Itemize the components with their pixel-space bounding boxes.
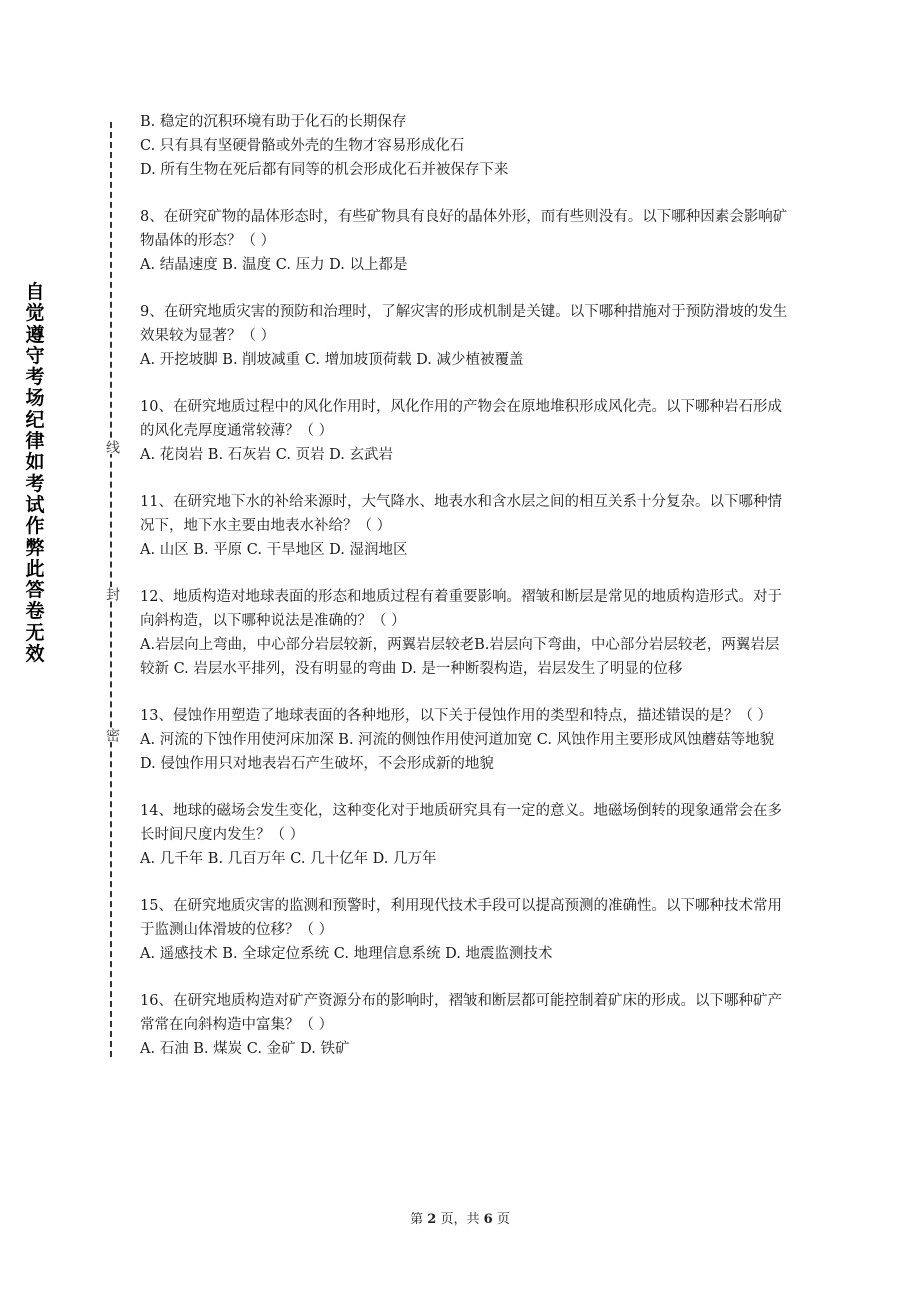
question-options: A. 山区 B. 平原 C. 干旱地区 D. 湿润地区 bbox=[140, 542, 408, 558]
question-stem: 9、在研究地质灾害的预防和治理时，了解灾害的形成机制是关键。以下哪种措施对于预防滑坡的发生效果较为显著？（ ） bbox=[140, 304, 788, 344]
seal-mark-line: 线 bbox=[104, 440, 120, 454]
question-stem: 13、侵蚀作用塑造了地球表面的各种地形，以下关于侵蚀作用的类型和特点，描述错误的是？（ ） bbox=[140, 708, 773, 724]
question-stem: 15、在研究地质灾害的监测和预警时，利用现代技术手段可以提高预测的准确性。以下哪种技术常用于监测山体滑坡的位移？（ ） bbox=[140, 898, 782, 938]
question-stem: 14、地球的磁场会发生变化，这种变化对于地质研究具有一定的意义。地磁场倒转的现象通常会在多长时间尺度内发生？（ ） bbox=[140, 803, 782, 843]
question-13 bbox=[140, 704, 790, 776]
question-12 bbox=[140, 585, 790, 681]
question-15 bbox=[140, 894, 790, 966]
question-stem: 8、在研究矿物的晶体形态时，有些矿物具有良好的晶体外形，而有些则没有。以下哪种因素会影响矿物晶体的形态？（ ） bbox=[140, 209, 788, 249]
question-options: A. 几千年 B. 几百万年 C. 几十亿年 D. 几万年 bbox=[140, 851, 437, 867]
option-d: D. 所有生物在死后都有同等的机会形成化石并被保存下来 bbox=[140, 162, 509, 178]
footer-prefix: 第 bbox=[410, 1212, 424, 1227]
question-8 bbox=[140, 205, 790, 277]
question-10 bbox=[140, 395, 790, 467]
question-14 bbox=[140, 799, 790, 871]
question-options: A. 河流的下蚀作用使河床加深 B. 河流的侧蚀作用使河道加宽 C. 风蚀作用主要形成风蚀蘑菇等地貌 D. 侵蚀作用只对地表岩石产生破坏，不会形成新的地貌 bbox=[140, 732, 775, 772]
question-11 bbox=[140, 490, 790, 562]
option-c: C. 只有具有坚硬骨骼或外壳的生物才容易形成化石 bbox=[140, 138, 465, 154]
question-stem: 12、地质构造对地球表面的形态和地质过程有着重要影响。褶皱和断层是常见的地质构造形式。对于向斜构造，以下哪种说法是准确的？（ ） bbox=[140, 589, 782, 629]
page-footer bbox=[0, 1208, 920, 1227]
question-options: A. 开挖坡脚 B. 削坡减重 C. 增加坡顶荷载 D. 减少植被覆盖 bbox=[140, 352, 524, 368]
question-content bbox=[140, 110, 790, 1061]
footer-suffix: 页 bbox=[496, 1212, 510, 1227]
carryover-options bbox=[140, 110, 790, 182]
question-options: A.岩层向上弯曲，中心部分岩层较新，两翼岩层较老B.岩层向下弯曲，中心部分岩层较老，两翼岩层较新 C. 岩层水平排列，没有明显的弯曲 D. 是一种断裂构造，岩层发生了明显的位移 bbox=[140, 637, 780, 677]
question-options: A. 石油 B. 煤炭 C. 金矿 D. 铁矿 bbox=[140, 1041, 350, 1057]
seal-mark-secret: 密 bbox=[104, 728, 120, 742]
question-stem: 11、在研究地下水的补给来源时，大气降水、地表水和含水层之间的相互关系十分复杂。以下哪种情况下，地下水主要由地表水补给？（ ） bbox=[140, 494, 782, 534]
question-options: A. 遥感技术 B. 全球定位系统 C. 地理信息系统 D. 地震监测技术 bbox=[140, 946, 553, 962]
question-stem: 16、在研究地质构造对矿产资源分布的影响时，褶皱和断层都可能控制着矿床的形成。以下哪种矿产常常在向斜构造中富集？（ ） bbox=[140, 993, 782, 1033]
option-b: B. 稳定的沉积环境有助于化石的长期保存 bbox=[140, 114, 407, 130]
exam-discipline-notice: 自觉遵守考场纪律如考试作弊此答卷无效 bbox=[25, 281, 45, 666]
page-total: 6 bbox=[483, 1212, 493, 1227]
footer-middle: 页，共 bbox=[440, 1212, 480, 1227]
seal-mark-seal: 封 bbox=[104, 587, 120, 601]
question-16 bbox=[140, 989, 790, 1061]
page-number: 2 bbox=[427, 1212, 437, 1227]
question-options: A. 花岗岩 B. 石灰岩 C. 页岩 D. 玄武岩 bbox=[140, 447, 394, 463]
question-9 bbox=[140, 300, 790, 372]
question-stem: 10、在研究地质过程中的风化作用时，风化作用的产物会在原地堆积形成风化壳。以下哪种岩石形成的风化壳厚度通常较薄？（ ） bbox=[140, 399, 782, 439]
question-options: A. 结晶速度 B. 温度 C. 压力 D. 以上都是 bbox=[140, 257, 408, 273]
